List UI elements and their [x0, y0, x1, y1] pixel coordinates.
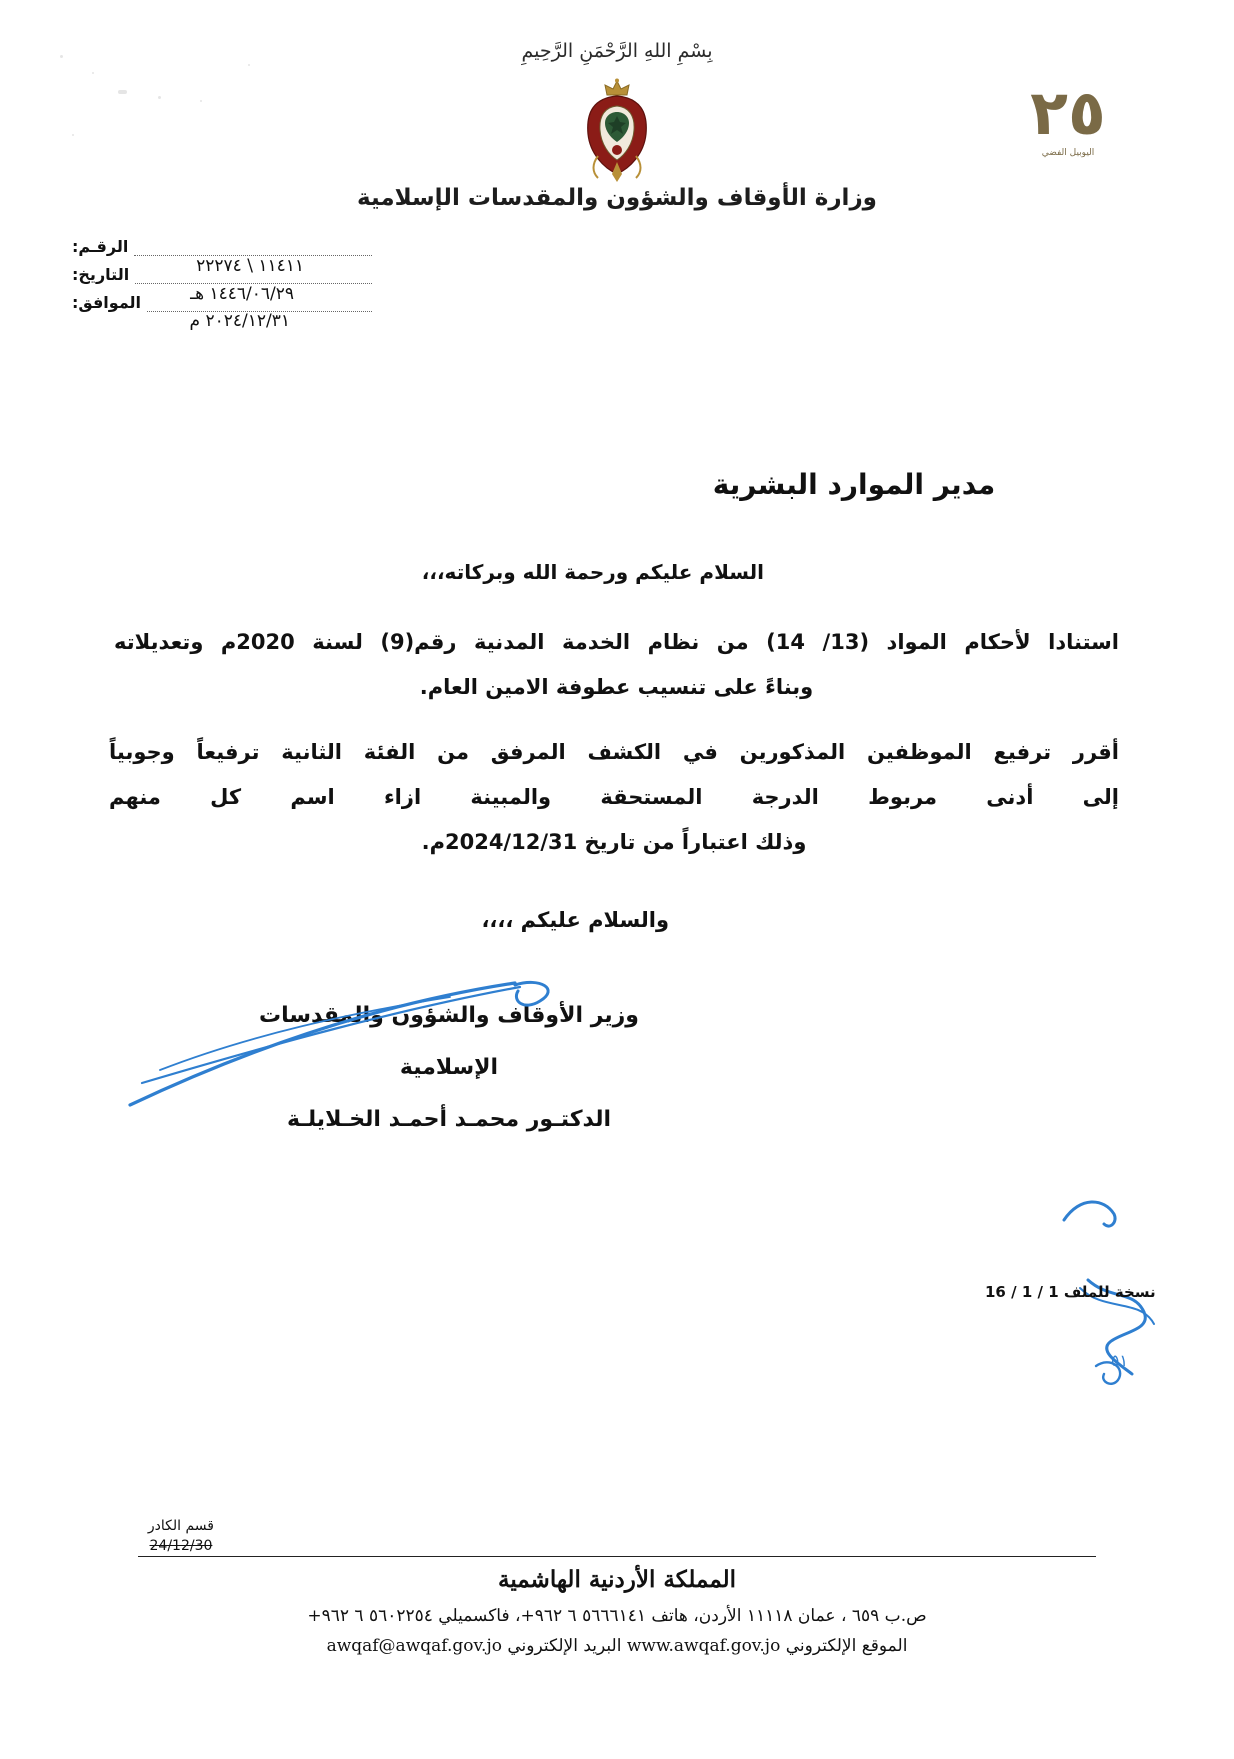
- scan-speck: [158, 96, 161, 99]
- number-label: الرقـم:: [72, 237, 129, 256]
- footer-address: ص.ب ٦٥٩ ، عمان ١١١١٨ الأردن، هاتف ٥٦٦٦١٤١ ٦ ٩٦٢+، فاكسميلي ٥٦٠٢٢٥٤ ٦ ٩٦٢+: [307, 1606, 927, 1626]
- ministry-name: وزارة الأوقاف والشؤون والمقدسات الإسلامية: [357, 185, 877, 211]
- footer-web: الموقع الإلكتروني www.awqaf.gov.jo البريد الإلكتروني awqaf@awqaf.gov.jo: [326, 1636, 908, 1656]
- scan-speck: [248, 64, 250, 66]
- closing-text: والسلام عليكم ،،،،: [481, 908, 669, 932]
- paragraph-one-line-2: وبناءً على تنسيب عطوفة الامين العام.: [419, 675, 814, 699]
- svg-text:٥١: ٥١: [1110, 1351, 1128, 1370]
- department-name: قسم الكادر: [147, 1518, 214, 1534]
- kingdom-name: المملكة الأردنية الهاشمية: [497, 1566, 737, 1593]
- jubilee-mark: ٢٥: [1030, 76, 1106, 149]
- signer-title: وزير الأوقاف والشؤون والمقدسات الإسلامية: [259, 1003, 639, 1080]
- addressee-title: مدير الموارد البشرية: [712, 468, 996, 501]
- footer-divider: [138, 1556, 1096, 1557]
- paragraph-two: [109, 730, 1119, 865]
- signature-block: [234, 990, 664, 1146]
- gregorian-value: ٢٠٢٤/١٢/٣١ م: [189, 311, 290, 331]
- scan-speck: [200, 100, 202, 102]
- department-note: [148, 1516, 214, 1556]
- jubilee-subtitle: اليوبيل الفضي: [1041, 148, 1095, 158]
- page-footer: [0, 1566, 1234, 1661]
- paragraph-two-line-3: وذلك اعتباراً من تاريخ 2024/12/31م.: [421, 830, 807, 854]
- paragraph-one: [114, 620, 1119, 710]
- scan-speck: [92, 72, 94, 74]
- initial-ink-mark: [1060, 1190, 1130, 1240]
- jordan-coat-of-arms-icon: [574, 78, 660, 186]
- file-copy-note: نسخة للملف 1 / 1 / 16: [985, 1283, 1156, 1301]
- scan-speck: [118, 90, 127, 94]
- basmala-text: بِسْمِ اللهِ الرَّحْمَنِ الرَّحِيمِ: [521, 40, 713, 62]
- department-date: 24/12/30: [149, 1538, 213, 1554]
- date-value: ١٤٤٦/٠٦/٢٩ هـ: [190, 284, 294, 304]
- number-value: ١١٤١١ \ ٢٢٢٧٤: [196, 256, 304, 276]
- paragraph-two-line-1: أقرر ترفيع الموظفين المذكورين في الكشف المرفق من الفئة الثانية ترفيعاً وجوبياً: [109, 740, 1119, 764]
- dotted-leader: [134, 240, 372, 256]
- scan-speck: [72, 134, 74, 136]
- silver-jubilee-logo: [1025, 76, 1111, 187]
- gregorian-label: الموافق:: [72, 293, 142, 312]
- signer-name: الدكتـور محمـد أحمـد الخـلايلـة: [286, 1107, 612, 1132]
- date-label: التاريخ:: [72, 265, 130, 284]
- paragraph-two-line-2: إلى أدنى مربوط الدرجة المستحقة والمبينة ازاء اسم كل منهم: [109, 785, 1119, 809]
- paragraph-one-line-1: استنادا لأحكام المواد (13/ 14) من نظام الخدمة المدنية رقم(9) لسنة 2020م وتعديلاته: [114, 630, 1120, 654]
- meta-row-number: [72, 228, 372, 256]
- greeting-text: السلام عليكم ورحمة الله وبركاته،،،: [421, 560, 764, 584]
